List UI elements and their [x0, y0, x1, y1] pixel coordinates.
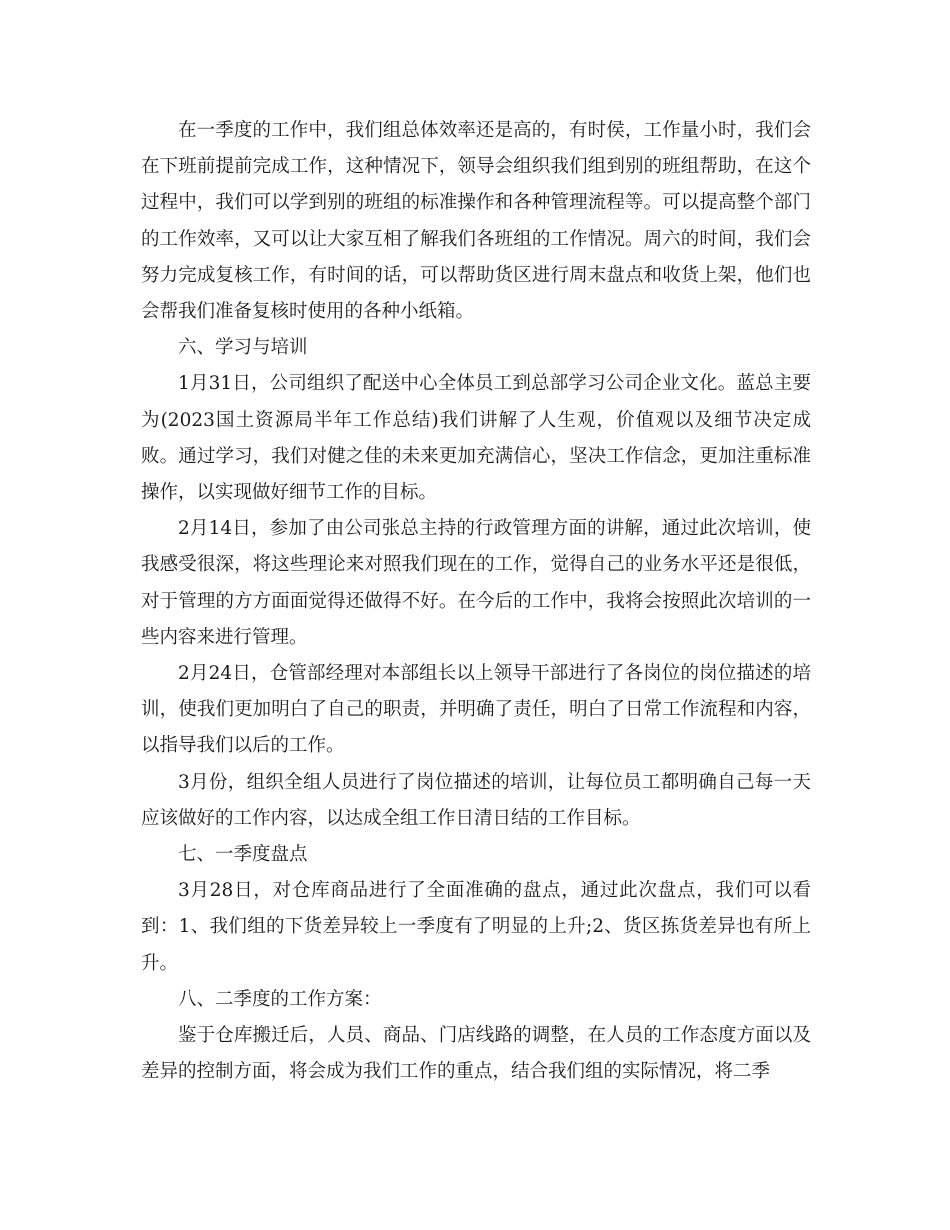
heading-learning-training: 六、学习与培训 — [178, 337, 308, 359]
heading-q1-inventory: 七、一季度盘点 — [178, 844, 308, 866]
paragraph-feb-24: 2月24日，仓管部经理对本部组长以上领导干部进行了各岗位的岗位描述的培训，使我们更加明白了自己的职责，并明确了责任，明白了日常工作流程和内容，以指导我们以后的工作。 — [141, 663, 811, 757]
paragraph-efficiency: 在一季度的工作中，我们组总体效率还是高的，有时侯，工作量小时，我们会在下班前提前完成工作，这种情况下，领导会组织我们组到别的班组帮助，在这个过程中，我们可以学到别的班组的标准操作和各种管理流程等。可以提高整个部门的工作效率，又可以让大家互相了解我们各班组的工作情况。周六的时间，我们会努力完成复核工作，有时间的话，可以帮助货区进行周末盘点和收货上架，他们也会帮我们准备复核时使用的各种小纸箱。 — [141, 120, 811, 323]
paragraph-march: 3月份，组织全组人员进行了岗位描述的培训，让每位员工都明确自己每一天应该做好的工作内容，以达成全组工作日清日结的工作目标。 — [141, 771, 811, 829]
paragraph-jan-31: 1月31日，公司组织了配送中心全体员工到总部学习公司企业文化。蓝总主要为(2023国土资源局半年工作总结)我们讲解了人生观，价值观以及细节决定成败。通过学习，我们对健之佳的未来更加充满信心，坚决工作信念，更加注重标准操作，以实现做好细节工作的目标。 — [141, 373, 811, 504]
paragraph-feb-14: 2月14日，参加了由公司张总主持的行政管理方面的讲解，通过此次培训，使我感受很深，将这些理论来对照我们现在的工作，觉得自己的业务水平还是很低，对于管理的方方面面觉得还做得不好。在今后的工作中，我将会按照此次培训的一些内容来进行管理。 — [141, 518, 811, 648]
paragraph-mar-28: 3月28日，对仓库商品进行了全面准确的盘点，通过此次盘点，我们可以看到：1、我们组的下货差异较上一季度有了明显的上升;2、货区拣货差异也有所上升。 — [141, 880, 811, 974]
paragraph-q2-plan: 鉴于仓库搬迁后，人员、商品、门店线路的调整，在人员的工作态度方面以及差异的控制方面，将会成为我们工作的重点，结合我们组的实际情况，将二季 — [141, 1025, 811, 1083]
heading-q2-plan: 八、二季度的工作方案： — [178, 988, 382, 1010]
document-body — [141, 113, 811, 1090]
